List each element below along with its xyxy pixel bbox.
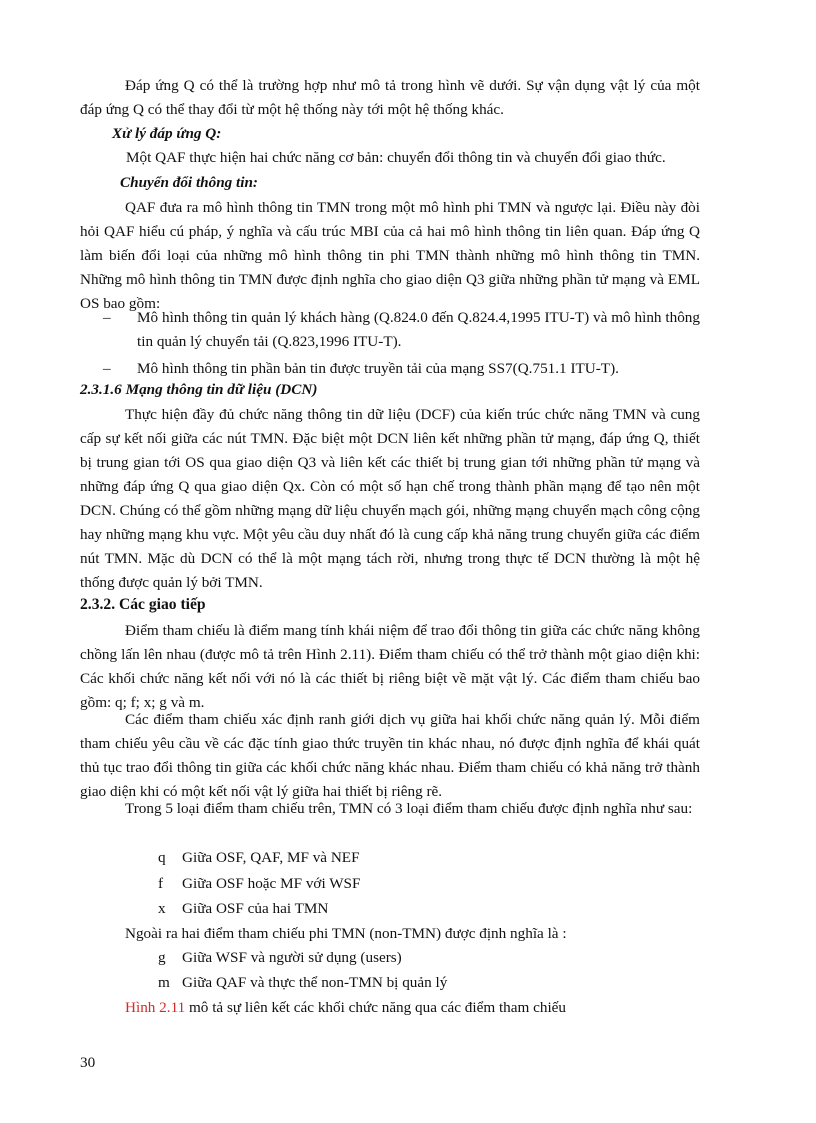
paragraph-q-adapter-intro: Đáp ứng Q có thể là trường hợp như mô tả trong hình vẽ dưới. Sự vận dụng vật lý của một đáp ứng Q có thể thay đổi từ một hệ thống này tới một hệ thống khác.	[80, 77, 700, 118]
paragraph-tmn-reference-types: Trong 5 loại điểm tham chiếu trên, TMN có 3 loại điểm tham chiếu được định nghĩa như sau:	[125, 800, 693, 817]
subheading-q-adapter-processing: Xử lý đáp ứng Q:	[112, 125, 222, 142]
list-item: x Giữa OSF của hai TMN	[158, 900, 329, 917]
list-item: q Giữa OSF, QAF, MF và NEF	[158, 849, 360, 866]
information-model-list	[103, 306, 700, 381]
paragraph-figure-reference: Hình 2.11 mô tả sự liên kết các khối chức năng qua các điểm tham chiếu	[125, 999, 567, 1016]
paragraph-non-tmn-points: Ngoài ra hai điểm tham chiếu phi TMN (non-TMN) được định nghĩa là :	[125, 925, 567, 942]
paragraph-qaf-functions: Một QAF thực hiện hai chức năng cơ bản: chuyển đổi thông tin và chuyển đổi giao thức.	[126, 149, 666, 166]
list-item: f Giữa OSF hoặc MF với WSF	[158, 875, 361, 892]
list-item: – Mô hình thông tin phần bản tin được truyền tải của mạng SS7(Q.751.1 ITU-T).	[103, 360, 619, 377]
paragraph-reference-points: Điểm tham chiếu là điểm mang tính khái niệm để trao đổi thông tin giữa các chức năng không chồng lấn lên nhau (được mô tả trên Hình 2.11). Điểm tham chiếu có thể trở thành một giao diện khi: Các khối chức năng kết nối với nó là các thiết bị riêng biệt về mặt vật lý. Các điểm tham chiếu bao gồm: q; f; x; g và m.	[80, 622, 700, 711]
paragraph-dcn: Thực hiện đầy đủ chức năng thông tin dữ liệu (DCF) của kiến trúc chức năng TMN và cung cấp sự kết nối giữa các nút TMN. Đặc biệt một DCN liên kết những phần tử mạng, đáp ứng Q, thiết bị trung gian tới OS qua giao diện Q3 và liên kết các thiết bị trung gian tới những phần tử mạng và những đáp ứng Q qua giao diện Qx. Còn có một số hạn chế trong thành phần mạng để tạo nên một DCN. Chúng có thể gồm những mạng dữ liệu chuyển mạch gói, những mạng chuyển mạch công cộng hay những mạng khu vực. Một yêu cầu duy nhất đó là cung cấp khả năng trung chuyển giữa các điểm nút TMN. Mặc dù DCN có thể là một mạng tách rời, nhưng trong thực tế DCN thường là một hệ thống được quản lý bởi TMN.	[80, 406, 700, 591]
page-number: 30	[80, 1054, 96, 1071]
list-item: m Giữa QAF và thực thể non-TMN bị quản lý	[158, 974, 448, 991]
list-item: g Giữa WSF và người sử dụng (users)	[158, 949, 402, 966]
figure-link[interactable]: Hình 2.11	[125, 999, 186, 1016]
section-heading-interfaces: 2.3.2. Các giao tiếp	[80, 596, 206, 613]
list-item: – Mô hình thông tin quản lý khách hàng (Q.824.0 đến Q.824.4,1995 ITU-T) và mô hình thông tin quản lý chuyển tải (Q.823,1996 ITU-T).	[103, 309, 700, 350]
section-heading-dcn: 2.3.1.6 Mạng thông tin dữ liệu (DCN)	[80, 381, 318, 398]
subheading-information-conversion: Chuyển đổi thông tin:	[120, 174, 258, 191]
paragraph-qaf-model: QAF đưa ra mô hình thông tin TMN trong một mô hình phi TMN và ngược lại. Điều này đòi hỏi QAF hiểu cú pháp, ý nghĩa và cấu trúc MBI của cả hai mô hình thông tin liên quan. Đáp ứng Q làm biến đổi loại của những mô hình thông tin phi TMN thành những mô hình thông tin TMN. Những mô hình thông tin TMN được định nghĩa cho giao diện Q3 giữa những phần tử mạng và EML OS bao gồm:	[80, 199, 700, 312]
paragraph-reference-boundaries: Các điểm tham chiếu xác định ranh giới dịch vụ giữa hai khối chức năng quản lý. Mỗi điểm tham chiếu yêu cầu về các đặc tính giao thức truyền tin khác nhau, nó được định nghĩa để khái quát thủ tục trao đổi thông tin giữa các khối chức năng khác nhau. Điểm tham chiếu có khả năng trở thành giao diện khi có một kết nối vật lý giữa hai thiết bị riêng rẽ.	[80, 711, 700, 800]
